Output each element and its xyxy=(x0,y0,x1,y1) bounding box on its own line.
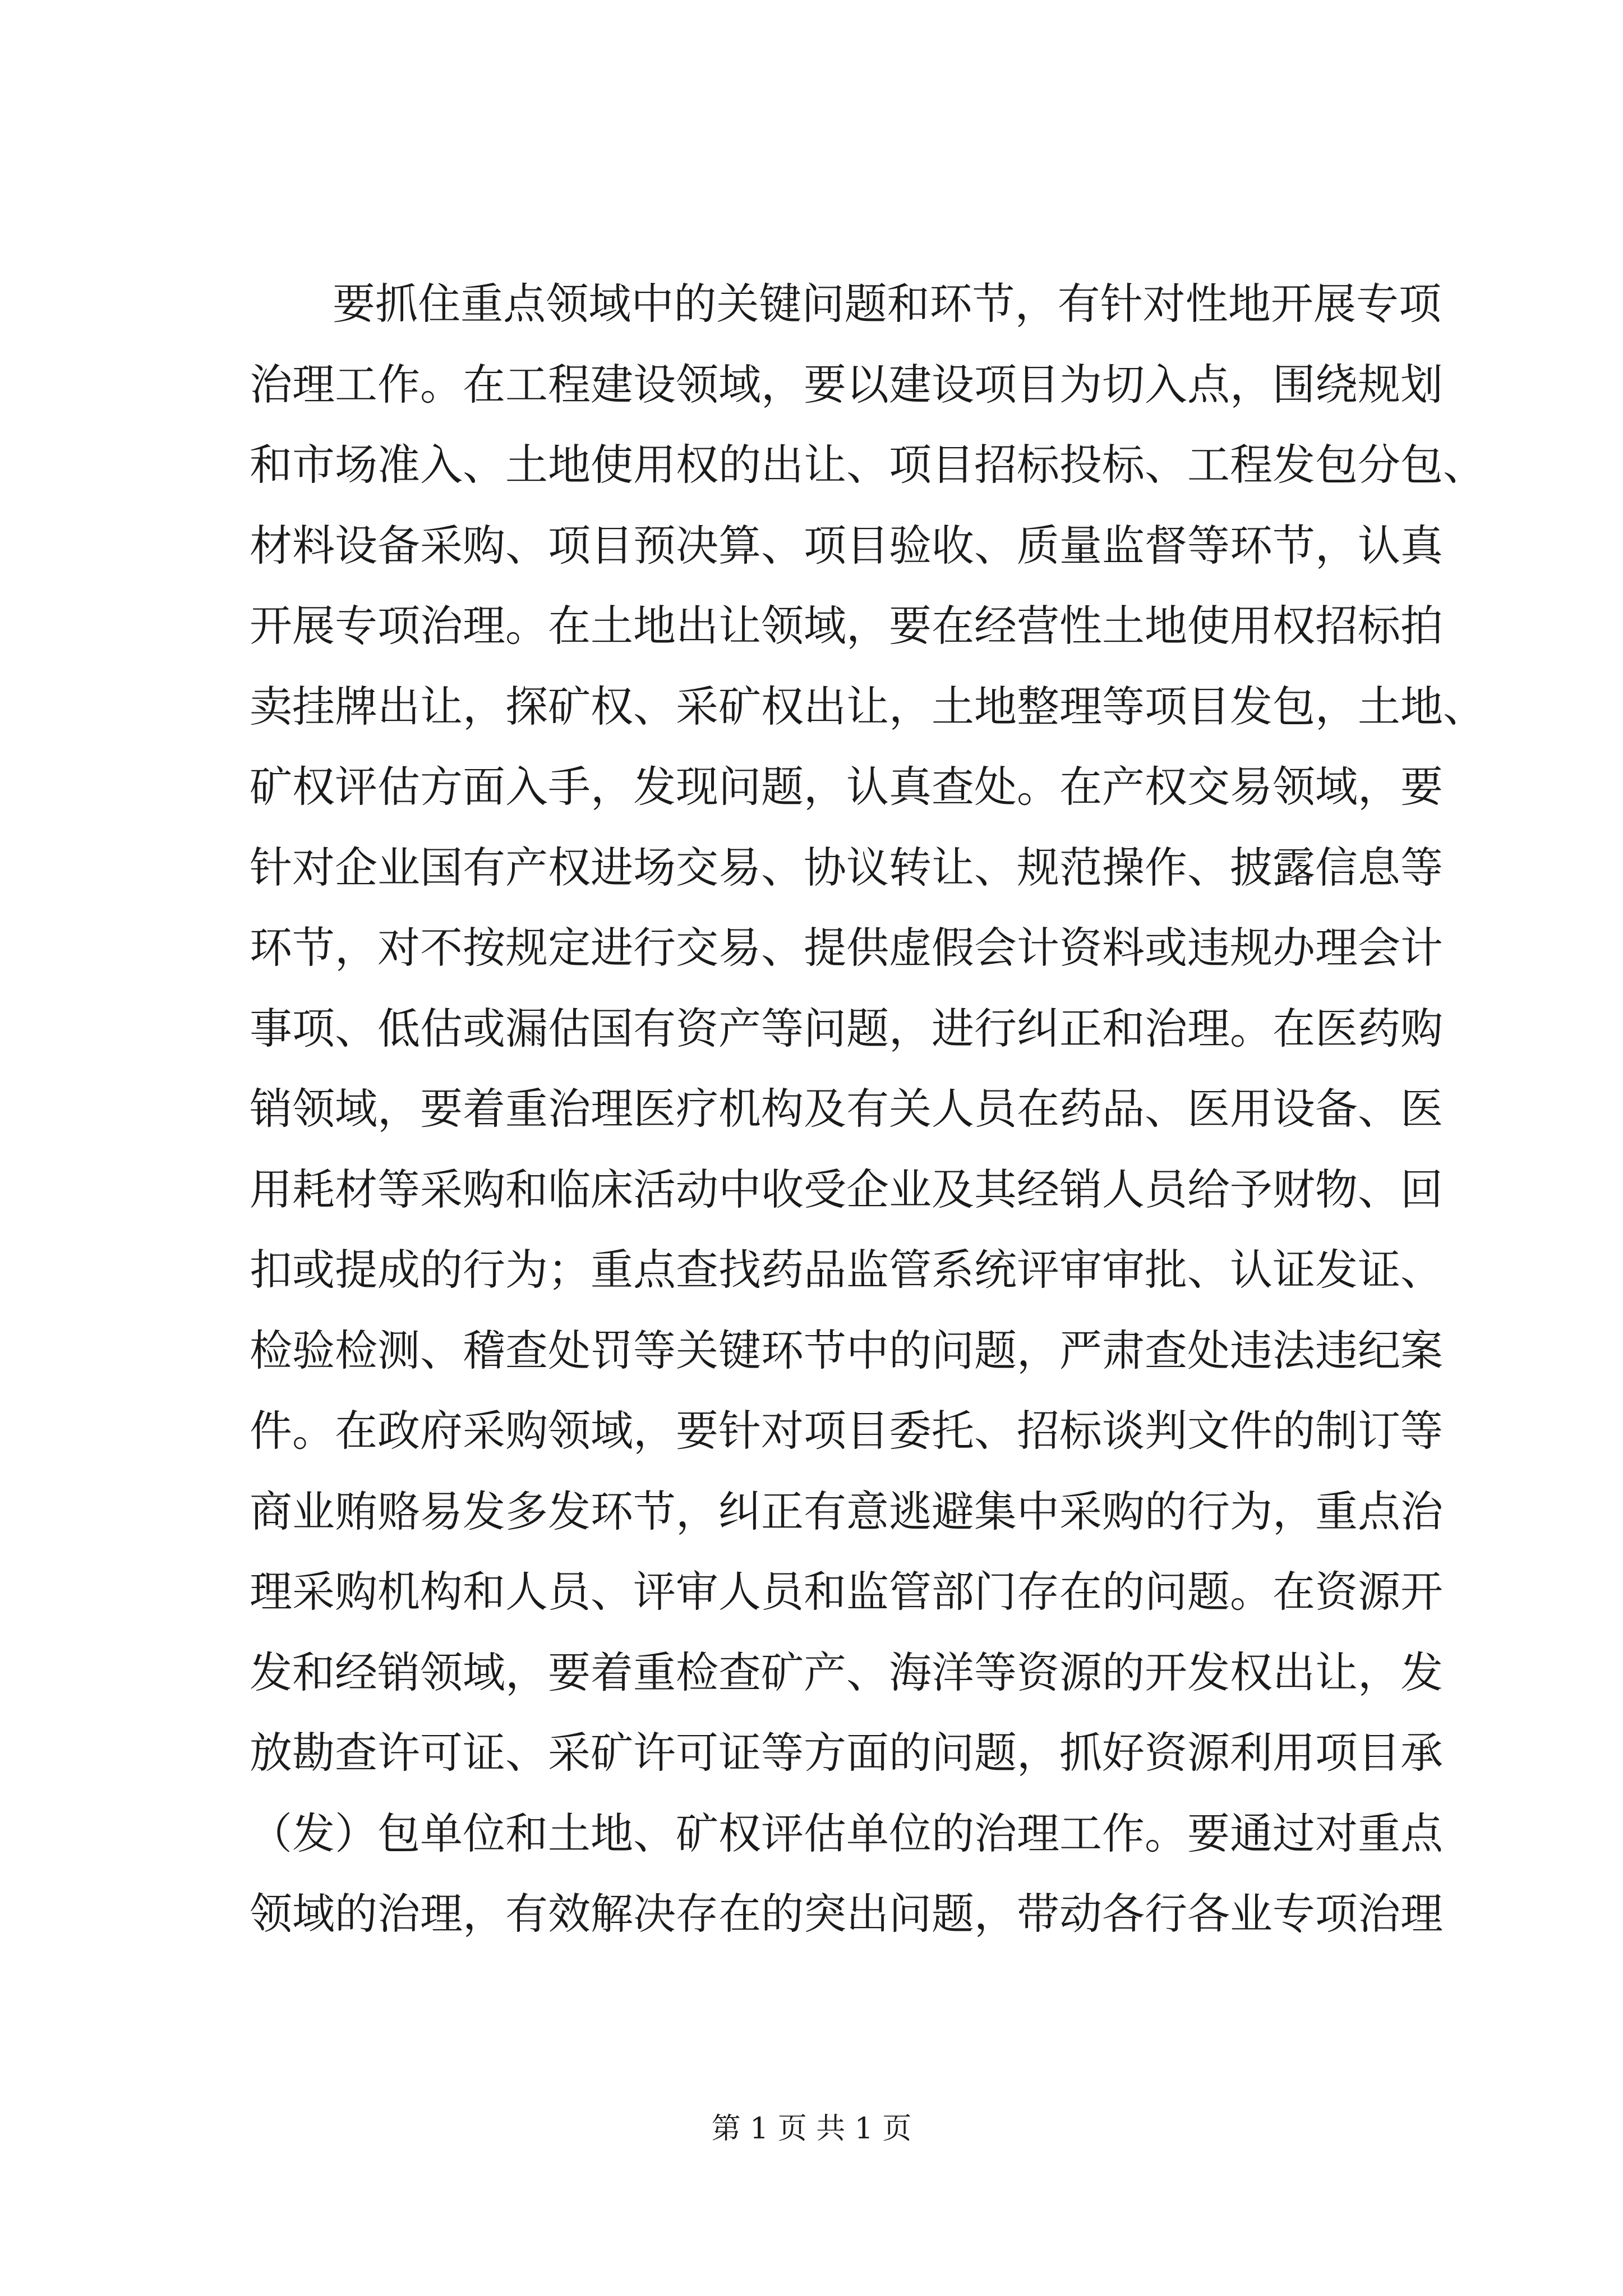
text-line: 件。在政府采购领域，要针对项目委托、招标谈判文件的制订等 xyxy=(250,1406,1443,1456)
text-line: 放勘查许可证、采矿许可证等方面的问题，抓好资源利用项目承 xyxy=(250,1728,1443,1778)
text-line: （发）包单位和土地、矿权评估单位的治理工作。要通过对重点 xyxy=(250,1808,1443,1858)
text-line: 开展专项治理。在土地出让领域，要在经营性土地使用权招标拍 xyxy=(250,601,1443,651)
text-line: 矿权评估方面入手，发现问题，认真查处。在产权交易领域，要 xyxy=(250,762,1443,812)
text-line: 领域的治理，有效解决存在的突出问题，带动各行各业专项治理 xyxy=(250,1889,1443,1939)
text-line: 商业贿赂易发多发环节，纠正有意逃避集中采购的行为，重点治 xyxy=(250,1486,1443,1536)
text-line: 和市场准入、土地使用权的出让、项目招标投标、工程发包分包、 xyxy=(250,440,1486,490)
text-line: 要抓住重点领域中的关键问题和环节，有针对性地开展专项 xyxy=(333,279,1441,329)
text-line: 治理工作。在工程建设领域，要以建设项目为切入点，围绕规划 xyxy=(250,359,1443,409)
page-number-footer: 第 1 页 共 1 页 xyxy=(711,2112,912,2146)
text-line: 检验检测、稽查处罚等关键环节中的问题，严肃查处违法违纪案 xyxy=(250,1325,1443,1375)
body-paragraph xyxy=(250,264,1486,1954)
text-line: 发和经销领域，要着重检查矿产、海洋等资源的开发权出让，发 xyxy=(250,1647,1443,1697)
text-line: 扣或提成的行为；重点查找药品监管系统评审审批、认证发证、 xyxy=(250,1245,1443,1295)
text-line: 用耗材等采购和临床活动中收受企业及其经销人员给予财物、回 xyxy=(250,1164,1443,1214)
text-line: 材料设备采购、项目预决算、项目验收、质量监督等环节，认真 xyxy=(250,520,1443,570)
text-line: 针对企业国有产权进场交易、协议转让、规范操作、披露信息等 xyxy=(250,842,1443,892)
text-line: 事项、低估或漏估国有资产等问题，进行纠正和治理。在医药购 xyxy=(250,1003,1443,1053)
text-line: 销领域，要着重治理医疗机构及有关人员在药品、医用设备、医 xyxy=(250,1084,1443,1134)
text-line: 理采购机构和人员、评审人员和监管部门存在的问题。在资源开 xyxy=(250,1567,1443,1617)
text-line: 卖挂牌出让，探矿权、采矿权出让，土地整理等项目发包，土地、 xyxy=(250,681,1486,731)
text-line: 环节，对不按规定进行交易、提供虚假会计资料或违规办理会计 xyxy=(250,923,1443,973)
